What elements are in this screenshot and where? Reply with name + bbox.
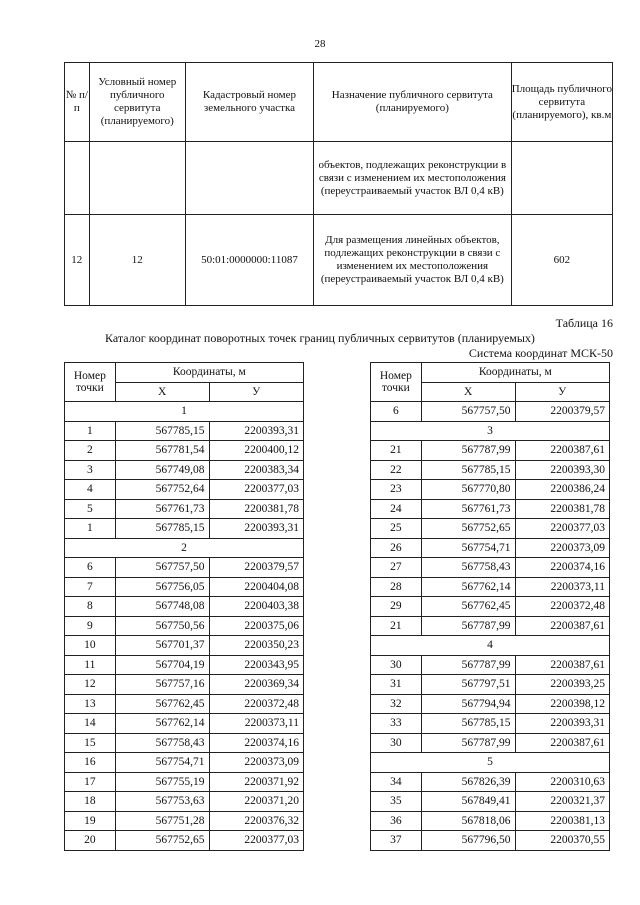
point-number: 10 [65, 636, 116, 656]
table-row [371, 402, 610, 422]
point-number: 22 [371, 460, 422, 480]
table-row [371, 499, 610, 519]
point-number: 6 [65, 558, 116, 578]
point-number: 9 [65, 616, 116, 636]
x-value: 567753,63 [115, 792, 209, 812]
table-row [371, 811, 610, 831]
point-number: 1 [65, 421, 116, 441]
x-value: 567754,71 [421, 538, 515, 558]
y-value: 2200371,92 [209, 772, 304, 792]
point-number: 36 [371, 811, 422, 831]
y-value: 2200373,11 [515, 577, 610, 597]
table-row [65, 655, 304, 675]
x-value: 567787,99 [421, 441, 515, 461]
y-header: У [209, 382, 304, 402]
x-value: 567818,06 [421, 811, 515, 831]
point-number: 18 [65, 792, 116, 812]
table-row [371, 772, 610, 792]
point-number: 4 [65, 480, 116, 500]
table-row [65, 421, 304, 441]
y-value: 2200393,31 [209, 421, 304, 441]
x-value: 567785,15 [115, 421, 209, 441]
table-row [65, 558, 304, 578]
x-value: 567826,39 [421, 772, 515, 792]
x-value: 567755,19 [115, 772, 209, 792]
table-row [65, 753, 304, 773]
y-value: 2200343,95 [209, 655, 304, 675]
y-value: 2200375,06 [209, 616, 304, 636]
y-value: 2200393,31 [515, 714, 610, 734]
x-value: 567785,15 [115, 519, 209, 539]
x-value: 567758,43 [115, 733, 209, 753]
point-number: 26 [371, 538, 422, 558]
x-header: X [421, 382, 515, 402]
y-value: 2200386,24 [515, 480, 610, 500]
x-value: 567752,65 [115, 831, 209, 851]
y-value: 2200377,03 [515, 519, 610, 539]
table-row [65, 811, 304, 831]
y-value: 2200371,20 [209, 792, 304, 812]
point-number: 24 [371, 499, 422, 519]
table-row [371, 655, 610, 675]
table-row [371, 792, 610, 812]
group-label: 1 [65, 402, 304, 422]
x-value: 567797,51 [421, 675, 515, 695]
table-row [371, 616, 610, 636]
table-row [371, 714, 610, 734]
y-value: 2200379,57 [209, 558, 304, 578]
coords-header: Координаты, м [115, 363, 303, 383]
table-row [371, 675, 610, 695]
y-value: 2200374,16 [515, 558, 610, 578]
table-row [65, 694, 304, 714]
x-value: 567704,19 [115, 655, 209, 675]
x-value: 567785,15 [421, 714, 515, 734]
y-value: 2200373,09 [515, 538, 610, 558]
x-value: 567749,08 [115, 460, 209, 480]
point-number: 35 [371, 792, 422, 812]
x-value: 567762,14 [115, 714, 209, 734]
x-value: 567757,50 [115, 558, 209, 578]
table-row [65, 460, 304, 480]
col-num-header: № п/п [65, 63, 90, 142]
group-row [371, 753, 610, 773]
y-value: 2200381,78 [515, 499, 610, 519]
table-row [65, 733, 304, 753]
y-value: 2200381,78 [209, 499, 304, 519]
point-number: 7 [65, 577, 116, 597]
point-number: 16 [65, 753, 116, 773]
x-value: 567752,64 [115, 480, 209, 500]
col-servitude-num-header: Условный номер публичного сервитута (планируемого) [89, 63, 185, 142]
point-number: 21 [371, 441, 422, 461]
x-value: 567756,05 [115, 577, 209, 597]
group-row [371, 421, 610, 441]
coord-table-right [370, 362, 610, 851]
table-row [371, 480, 610, 500]
y-value: 2200373,11 [209, 714, 304, 734]
y-value: 2200321,37 [515, 792, 610, 812]
y-value: 2200398,12 [515, 694, 610, 714]
point-number: 1 [65, 519, 116, 539]
point-number: 12 [65, 675, 116, 695]
y-value: 2200370,55 [515, 831, 610, 851]
servitude-table [64, 62, 613, 306]
point-header: Номер точки [65, 363, 116, 402]
y-value: 2200387,61 [515, 441, 610, 461]
col-cadastral-header: Кадастровый номер земельного участка [185, 63, 313, 142]
table-row [65, 519, 304, 539]
point-number: 31 [371, 675, 422, 695]
x-value: 567757,50 [421, 402, 515, 422]
point-number: 34 [371, 772, 422, 792]
x-value: 567701,37 [115, 636, 209, 656]
table-row [65, 480, 304, 500]
y-value: 2200393,31 [209, 519, 304, 539]
row-num: 12 [65, 215, 90, 306]
x-value: 567750,56 [115, 616, 209, 636]
x-value: 567787,99 [421, 616, 515, 636]
table-row [371, 694, 610, 714]
y-value: 2200387,61 [515, 733, 610, 753]
table-row [371, 597, 610, 617]
x-value: 567787,99 [421, 733, 515, 753]
table-row [65, 215, 613, 306]
x-value: 567796,50 [421, 831, 515, 851]
point-number: 32 [371, 694, 422, 714]
group-label: 5 [371, 753, 610, 773]
point-number: 8 [65, 597, 116, 617]
table-row [371, 733, 610, 753]
table-row [371, 538, 610, 558]
x-value: 567794,94 [421, 694, 515, 714]
table-title: Каталог координат поворотных точек границ публичных сервитутов (планируемых) [105, 331, 535, 345]
x-value: 567785,15 [421, 460, 515, 480]
point-number: 2 [65, 441, 116, 461]
x-value: 567762,14 [421, 577, 515, 597]
point-number: 6 [371, 402, 422, 422]
table-row [371, 441, 610, 461]
table-row [371, 558, 610, 578]
x-value: 567761,73 [115, 499, 209, 519]
table-row [65, 142, 613, 215]
table-number: Таблица 16 [555, 316, 613, 330]
servitude-num: 12 [89, 215, 185, 306]
x-value: 567757,16 [115, 675, 209, 695]
y-value: 2200372,48 [515, 597, 610, 617]
table-row [65, 636, 304, 656]
table-row [371, 577, 610, 597]
y-value: 2200369,34 [209, 675, 304, 695]
y-value: 2200377,03 [209, 831, 304, 851]
col-purpose-header: Назначение публичного сервитута (планируемого) [313, 63, 511, 142]
y-value: 2200387,61 [515, 616, 610, 636]
coordinate-system: Система координат МСК-50 [468, 346, 613, 360]
col-area-header: Площадь публичного сервитута (планируемого), кв.м [511, 63, 612, 142]
coords-header: Координаты, м [421, 363, 609, 383]
group-row [371, 636, 610, 656]
point-number: 11 [65, 655, 116, 675]
purpose-cell: объектов, подлежащих реконструкции в связи с изменением их местоположения (переустраиваемый участок ВЛ 0,4 кВ) [313, 142, 511, 215]
table-row [65, 772, 304, 792]
point-header: Номер точки [371, 363, 422, 402]
y-value: 2200403,38 [209, 597, 304, 617]
y-value: 2200374,16 [209, 733, 304, 753]
point-number: 5 [65, 499, 116, 519]
table-row [65, 675, 304, 695]
point-number: 14 [65, 714, 116, 734]
table-row [65, 714, 304, 734]
y-value: 2200404,08 [209, 577, 304, 597]
table-row [65, 597, 304, 617]
point-number: 33 [371, 714, 422, 734]
y-value: 2200377,03 [209, 480, 304, 500]
point-number: 28 [371, 577, 422, 597]
coord-table-left [64, 362, 304, 851]
y-value: 2200381,13 [515, 811, 610, 831]
x-value: 567849,41 [421, 792, 515, 812]
point-number: 23 [371, 480, 422, 500]
y-value: 2200383,34 [209, 460, 304, 480]
y-value: 2200350,23 [209, 636, 304, 656]
y-header: У [515, 382, 610, 402]
x-value: 567781,54 [115, 441, 209, 461]
point-number: 19 [65, 811, 116, 831]
point-number: 37 [371, 831, 422, 851]
table-row [65, 792, 304, 812]
x-header: X [115, 382, 209, 402]
x-value: 567762,45 [115, 694, 209, 714]
group-row [65, 538, 304, 558]
y-value: 2200387,61 [515, 655, 610, 675]
x-value: 567787,99 [421, 655, 515, 675]
table-row [371, 519, 610, 539]
point-number: 13 [65, 694, 116, 714]
table-row [371, 460, 610, 480]
table-row [65, 616, 304, 636]
point-number: 20 [65, 831, 116, 851]
group-label: 2 [65, 538, 304, 558]
area-value: 602 [511, 215, 612, 306]
x-value: 567761,73 [421, 499, 515, 519]
y-value: 2200376,32 [209, 811, 304, 831]
x-value: 567751,28 [115, 811, 209, 831]
table-row [371, 831, 610, 851]
point-number: 15 [65, 733, 116, 753]
x-value: 567762,45 [421, 597, 515, 617]
point-number: 30 [371, 733, 422, 753]
page-number: 28 [314, 38, 326, 50]
point-number: 27 [371, 558, 422, 578]
y-value: 2200393,30 [515, 460, 610, 480]
table-row [65, 499, 304, 519]
y-value: 2200373,09 [209, 753, 304, 773]
group-label: 3 [371, 421, 610, 441]
group-label: 4 [371, 636, 610, 656]
y-value: 2200310,63 [515, 772, 610, 792]
cadastral-number: 50:01:0000000:11087 [185, 215, 313, 306]
group-row [65, 402, 304, 422]
table-row [65, 441, 304, 461]
y-value: 2200400,12 [209, 441, 304, 461]
table-row [65, 577, 304, 597]
x-value: 567758,43 [421, 558, 515, 578]
y-value: 2200372,48 [209, 694, 304, 714]
x-value: 567752,65 [421, 519, 515, 539]
x-value: 567748,08 [115, 597, 209, 617]
y-value: 2200379,57 [515, 402, 610, 422]
point-number: 3 [65, 460, 116, 480]
x-value: 567754,71 [115, 753, 209, 773]
table-row [65, 831, 304, 851]
point-number: 21 [371, 616, 422, 636]
x-value: 567770,80 [421, 480, 515, 500]
point-number: 17 [65, 772, 116, 792]
point-number: 29 [371, 597, 422, 617]
servitude-table-header [65, 63, 613, 142]
purpose-cell: Для размещения линейных объектов, подлежащих реконструкции в связи с изменением их местоположения (переустраиваемый участок ВЛ 0,4 кВ) [313, 215, 511, 306]
point-number: 30 [371, 655, 422, 675]
y-value: 2200393,25 [515, 675, 610, 695]
point-number: 25 [371, 519, 422, 539]
